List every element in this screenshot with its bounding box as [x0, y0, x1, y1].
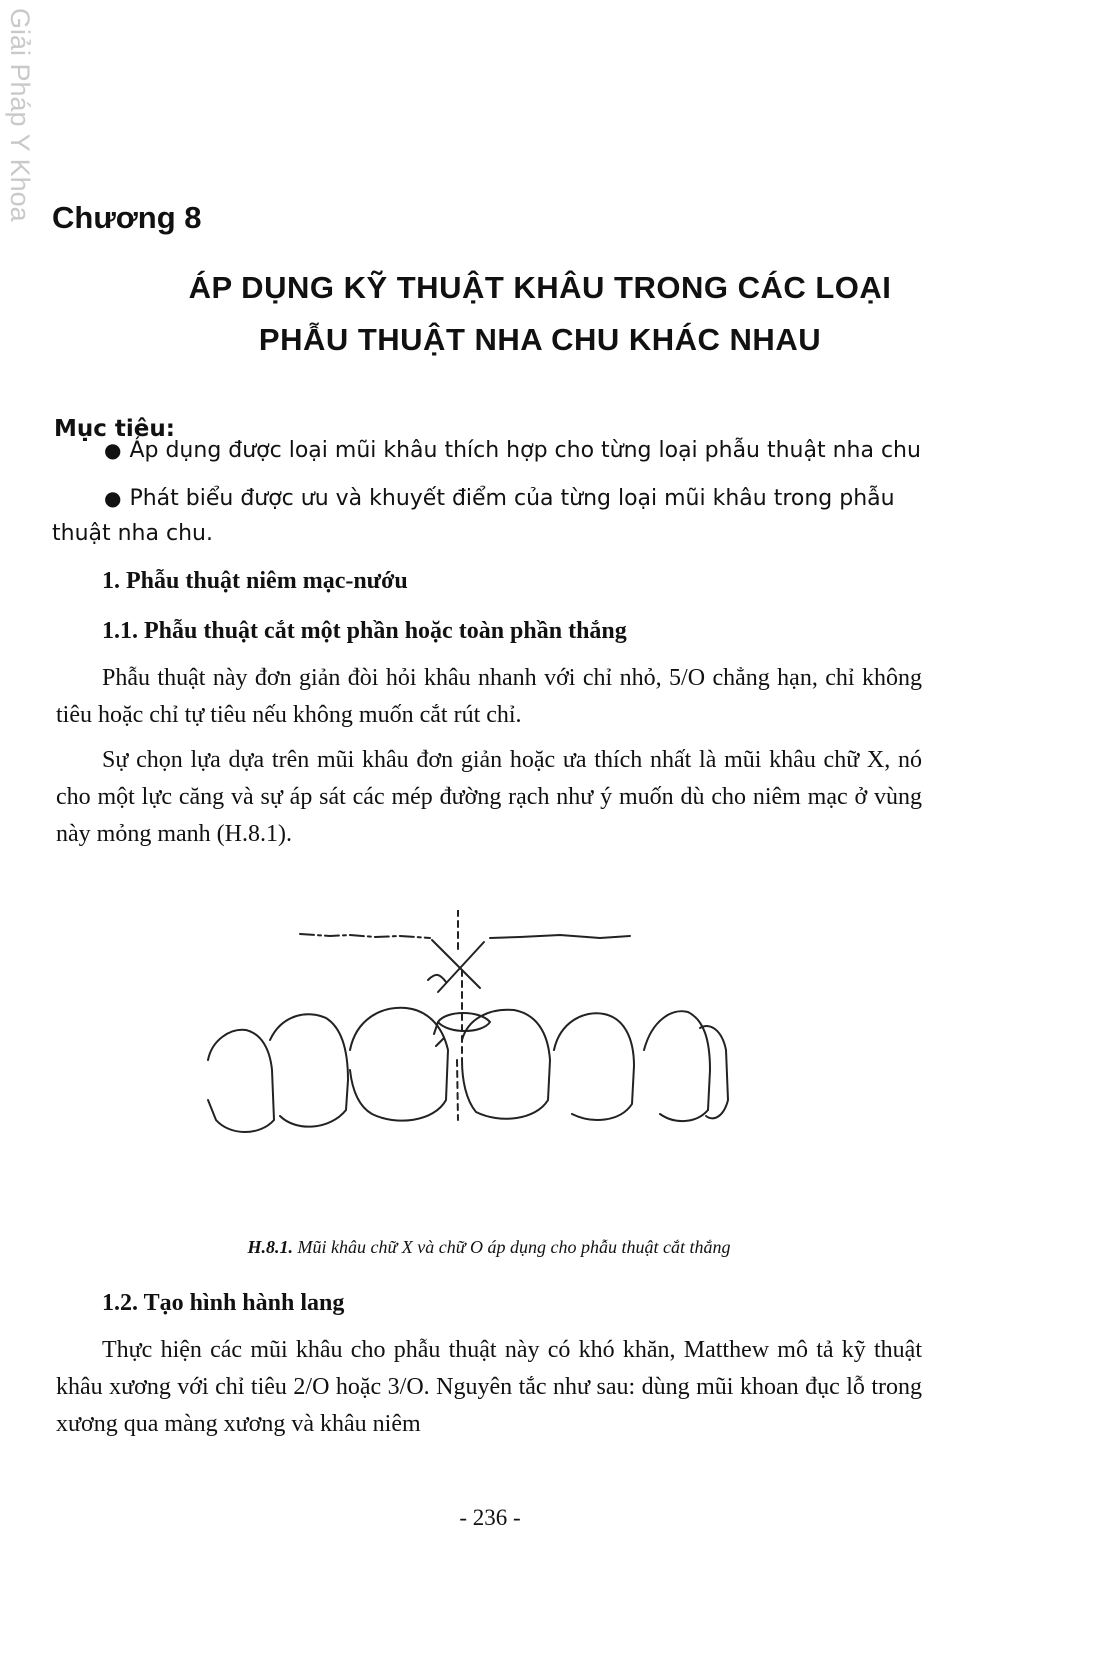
- incision-line-left: [300, 934, 430, 938]
- tooth-4: [462, 1010, 550, 1119]
- watermark: Giải Pháp Y Khoa: [5, 8, 35, 222]
- paragraph-3: Thực hiện các mũi khâu cho phẫu thuật này có khó khăn, Matthew mô tả kỹ thuật khâu xương với chỉ tiêu 2/O hoặc 3/O. Nguyên tắc như sau: dùng mũi khoan đục lỗ trong xương qua màng xương và khâu niêm: [56, 1337, 922, 1437]
- frenum-line: [457, 910, 462, 1120]
- suture-illustration: [200, 910, 740, 1240]
- figure-caption: [56, 1237, 922, 1258]
- chapter-title: [40, 262, 1040, 366]
- page-number: - 236 -: [459, 1505, 521, 1530]
- objective-item-1: [104, 432, 921, 469]
- bullet-icon: ●: [104, 486, 122, 510]
- chapter-title-line-2: PHẪU THUẬT NHA CHU KHÁC NHAU: [258, 322, 822, 357]
- chapter-title-line-1: ÁP DỤNG KỸ THUẬT KHÂU TRONG CÁC LOẠI: [188, 270, 892, 305]
- tooth-2: [270, 1014, 348, 1126]
- figure-caption-id: H.8.1.: [247, 1237, 293, 1257]
- section-heading-1: 1. Phẫu thuật niêm mạc-nướu: [102, 568, 408, 594]
- section-heading-1-2: 1.2. Tạo hình hành lang: [102, 1290, 345, 1316]
- paragraph-2: Sự chọn lựa dựa trên mũi khâu đơn giản hoặc ưa thích nhất là mũi khâu chữ X, nó cho một lực căng và sự áp sát các mép đường rạch như ý muốn dù cho niêm mạc ở vùng này mỏng manh (H.8.1).: [56, 747, 922, 847]
- tooth-5: [554, 1013, 634, 1120]
- objective-item-2-text: Phát biểu được ưu và khuyết điểm của từng loại mũi khâu trong phẫu: [129, 486, 895, 511]
- objective-item-1-text: Áp dụng được loại mũi khâu thích hợp cho từng loại phẫu thuật nha chu: [129, 438, 921, 463]
- tooth-1: [208, 1030, 274, 1132]
- bullet-icon: ●: [104, 438, 122, 462]
- x-suture: [428, 940, 484, 992]
- chapter-label: Chương 8: [52, 200, 202, 235]
- tooth-3: [350, 1008, 448, 1121]
- objective-item-2-continued: thuật nha chu.: [52, 521, 213, 546]
- figure-caption-text: Mũi khâu chữ X và chữ O áp dụng cho phẫu thuật cắt thắng: [297, 1237, 731, 1257]
- incision-line-right: [490, 935, 630, 938]
- paragraph-1: Phẫu thuật này đơn giản đòi hỏi khâu nhanh với chỉ nhỏ, 5/O chẳng hạn, chỉ không tiêu hoặc chỉ tự tiêu nếu không muốn cắt rút chỉ.: [56, 665, 922, 728]
- objective-item-2: [104, 480, 895, 517]
- tooth-7: [700, 1026, 728, 1118]
- objectives-label: Mục tiêu:: [54, 416, 175, 442]
- section-heading-1-1: 1.1. Phẫu thuật cắt một phần hoặc toàn phần thắng: [102, 618, 627, 644]
